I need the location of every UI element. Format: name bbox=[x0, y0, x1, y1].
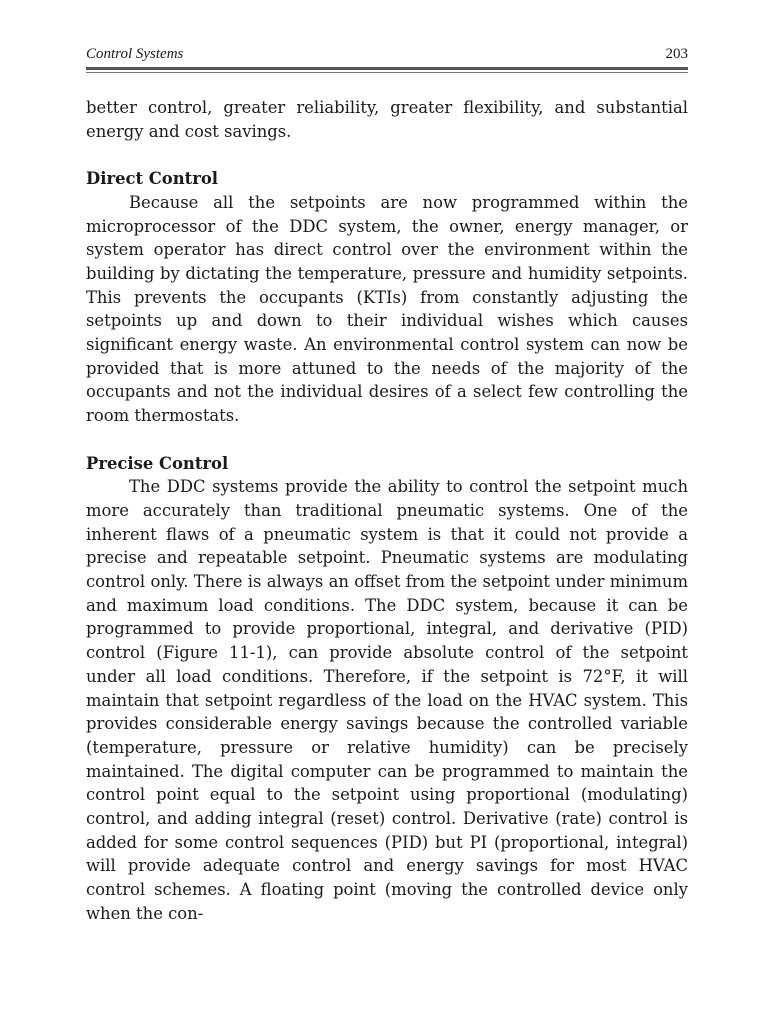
header-rule-thick bbox=[86, 67, 688, 70]
running-header bbox=[86, 46, 688, 68]
section-heading-direct-control: Direct Control bbox=[86, 169, 219, 189]
page-number: 203 bbox=[665, 46, 688, 62]
paragraph-direct-control: Because all the setpoints are now programmed within the microprocessor of the DDC system, the owner, energy manager, or system operator has direct control over the environment within the building by dictating the temperature, pressure and humidity setpoints. This prevents the occupants (KTIs) from constantly adjusting the setpoints up and down to their individual wishes which causes significant energy waste. An environmental control system can now be provided that is more attuned to the needs of the majority of the occupants and not the individual desires of a select few controlling the room thermostats. bbox=[86, 192, 688, 426]
section-heading-precise-control: Precise Control bbox=[86, 453, 229, 473]
paragraph-precise-control: The DDC systems provide the ability to control the setpoint much more accurately than traditional pneumatic systems. One of the inherent flaws of a pneumatic system is that it could not provide a precise and repeatable setpoint. Pneumatic systems are modulating control only. There is always an offset from the setpoint under minimum and maximum load conditions. The DDC system, because it can be programmed to provide proportional, integral, and derivative (PID) control (Figure 11-1), can provide absolute control of the setpoint under all load conditions. Therefore, if the setpoint is 72°F, it will maintain that setpoint regardless of the load on the HVAC system. This provides considerable energy savings because the controlled variable (temperature, pressure or relative humidity) can be precisely maintained. The digital computer can be programmed to maintain the control point equal to the setpoint using proportional (modulating) control, and adding integral (reset) control. Derivative (rate) control is added for some control sequences (PID) but PI (proportional, integral) will provide adequate control and energy savings for most HVAC control schemes. A floating point (moving the controlled device only when the con- bbox=[86, 477, 688, 923]
running-title: Control Systems bbox=[86, 46, 184, 62]
body-text bbox=[86, 96, 688, 926]
intro-paragraph: better control, greater reliability, greater flexibility, and substantial energy and cost savings. bbox=[86, 98, 688, 141]
header-rule-thin bbox=[86, 72, 688, 73]
